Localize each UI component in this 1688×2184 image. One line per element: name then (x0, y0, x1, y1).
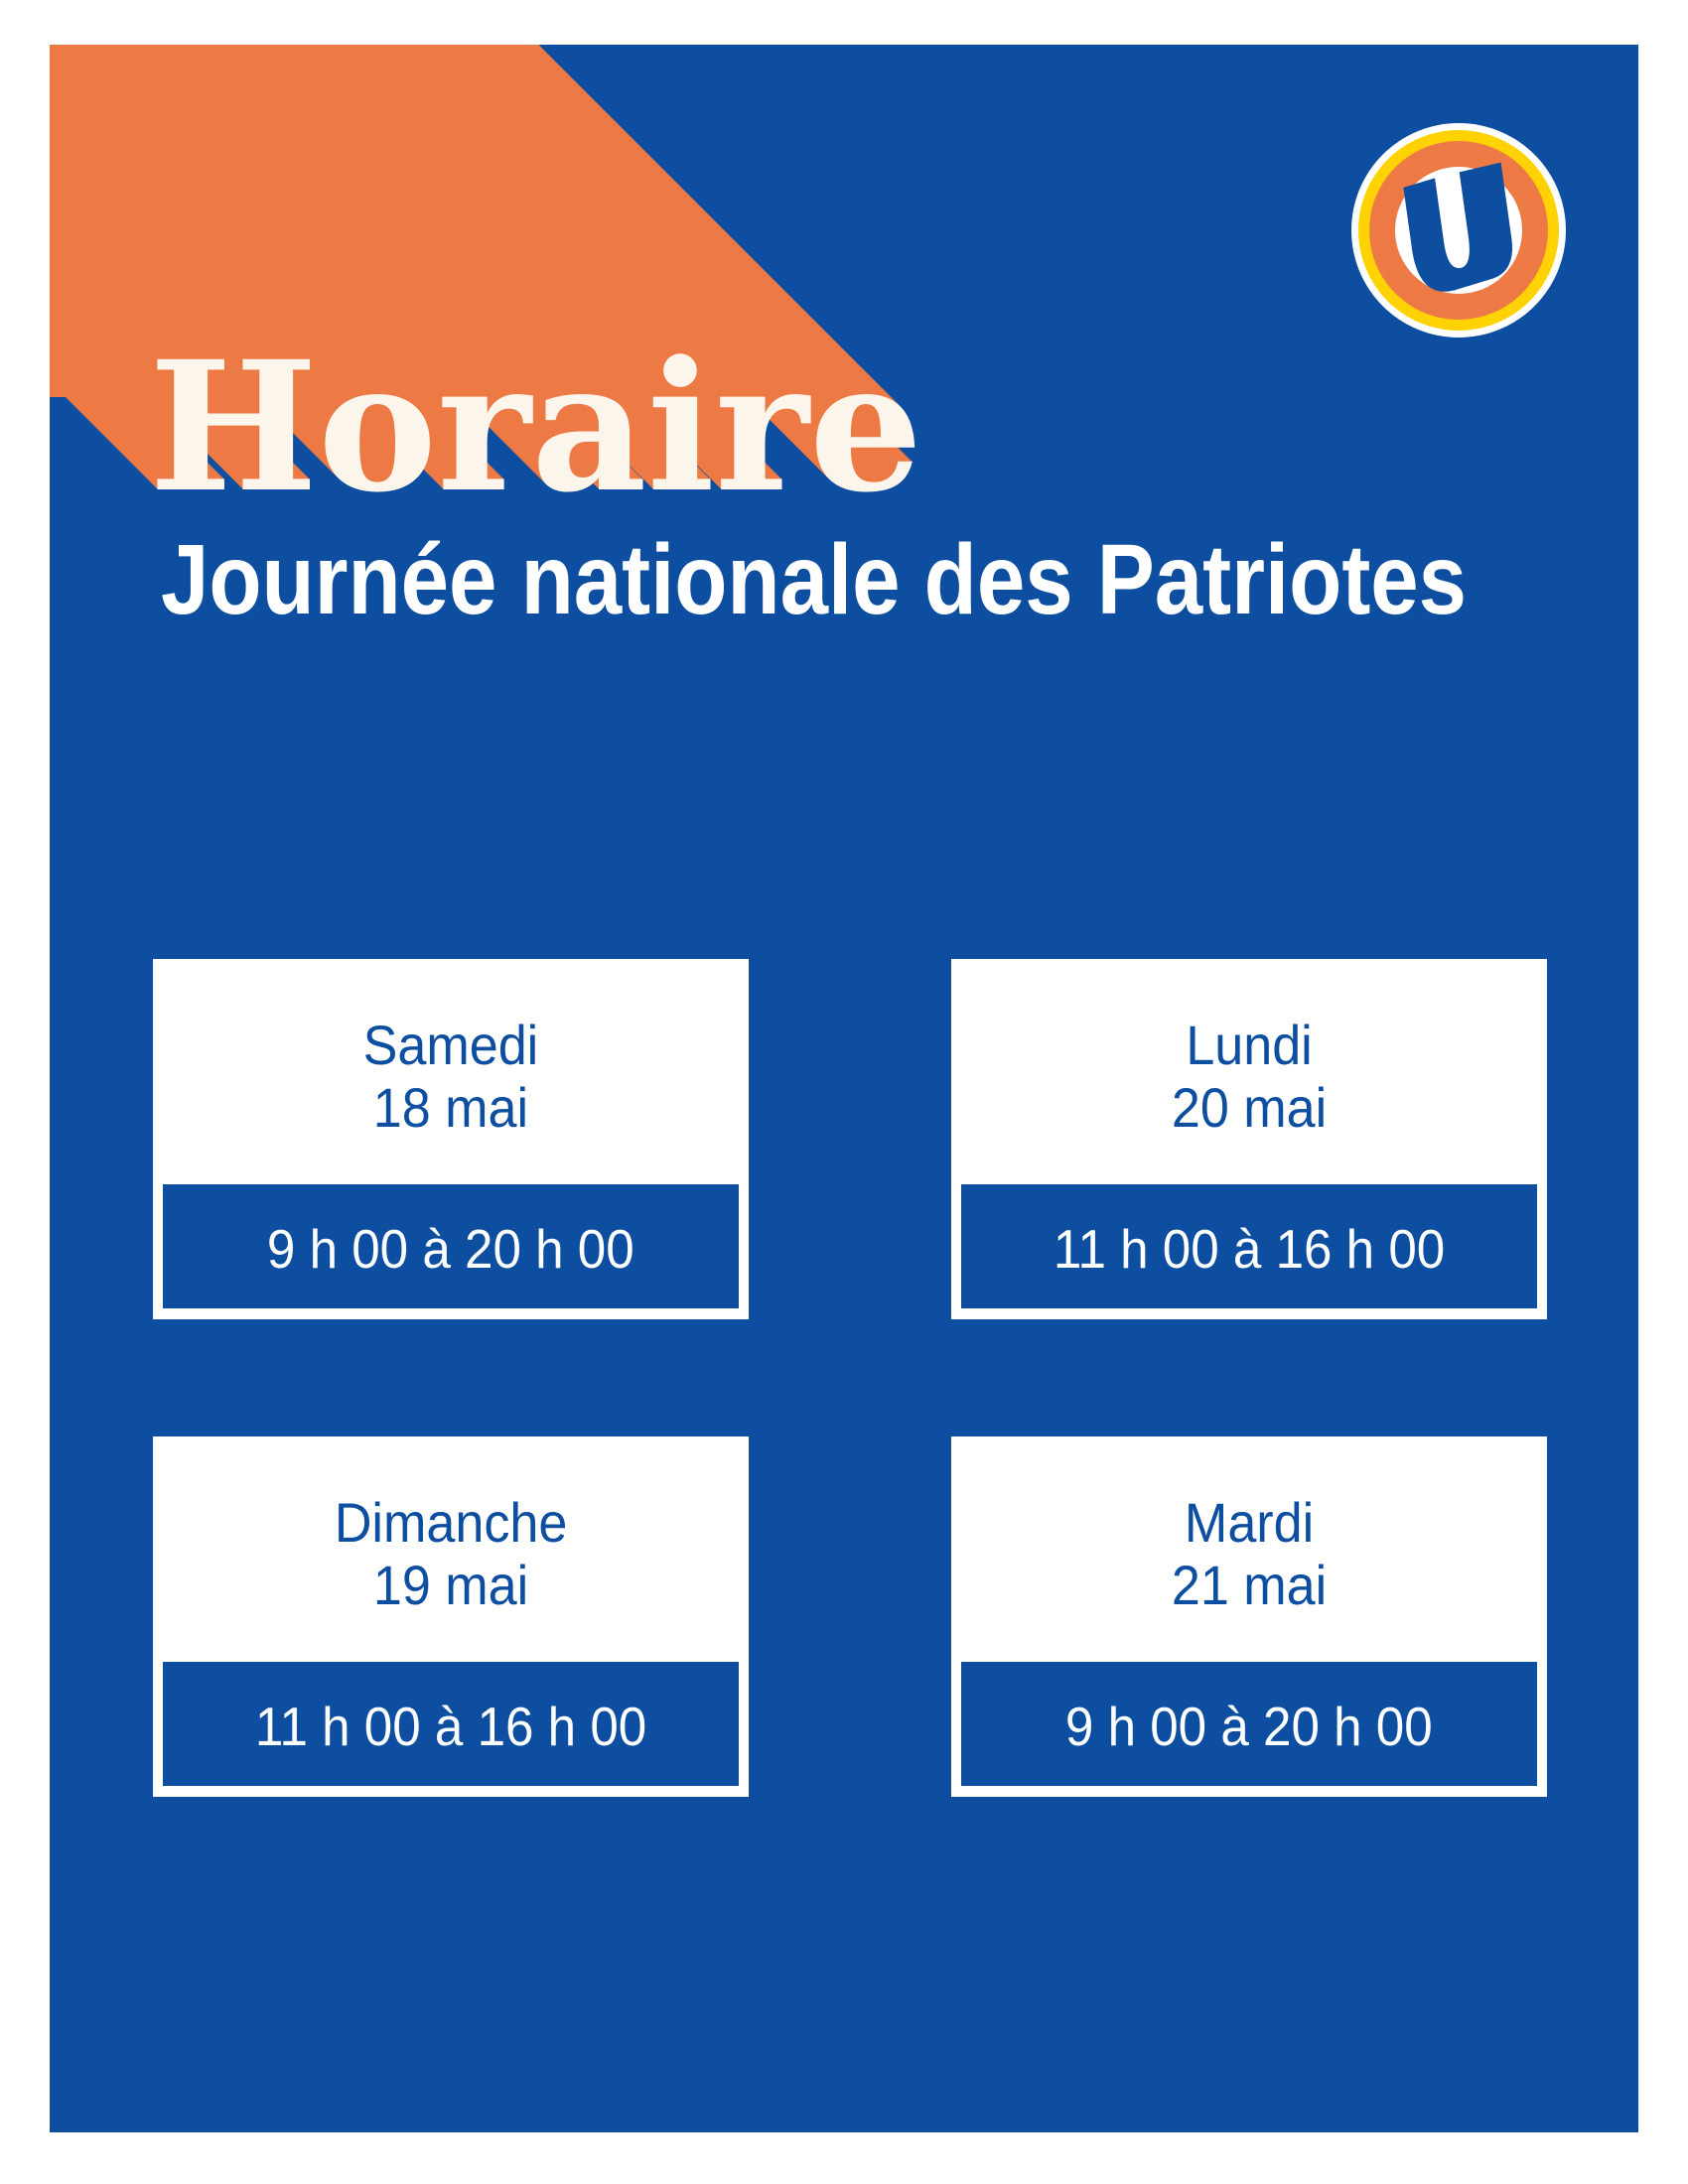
day-date: 18 mai (372, 1075, 529, 1139)
day-name: Dimanche (334, 1490, 568, 1554)
schedule-card-mardi (951, 1436, 1547, 1797)
day-label (1172, 1491, 1327, 1616)
day-date: 21 mai (1171, 1553, 1328, 1616)
hours-bar (961, 1662, 1537, 1786)
logo-letter-u-icon (1390, 160, 1527, 301)
day-label-area (951, 959, 1547, 1184)
hours-text: 11 h 00 à 16 h 00 (1053, 1218, 1446, 1280)
day-date: 20 mai (1171, 1075, 1328, 1139)
day-name: Lundi (1186, 1013, 1313, 1076)
schedule-card-samedi (153, 959, 749, 1319)
day-label-area (153, 959, 749, 1184)
page-title: Horaire (149, 323, 923, 532)
hours-text: 11 h 00 à 16 h 00 (254, 1696, 647, 1757)
day-label-area (951, 1436, 1547, 1662)
hours-text: 9 h 00 à 20 h 00 (1065, 1696, 1433, 1757)
day-label (363, 1014, 539, 1139)
hours-bar (961, 1184, 1537, 1308)
hours-text: 9 h 00 à 20 h 00 (267, 1218, 634, 1280)
day-date: 19 mai (372, 1553, 529, 1616)
hours-bar (163, 1662, 739, 1786)
schedule-card-lundi (951, 959, 1547, 1319)
day-label (1172, 1014, 1327, 1139)
schedule-card-dimanche (153, 1436, 749, 1797)
logo-white-disc (1395, 167, 1522, 294)
day-name: Samedi (362, 1013, 539, 1076)
hours-bar (163, 1184, 739, 1308)
day-label-area (153, 1436, 749, 1662)
day-label (335, 1491, 567, 1616)
page-subtitle: Journée nationale des Patriotes (161, 524, 1468, 635)
poster-panel (50, 45, 1638, 2132)
logo-yellow-ring (1358, 130, 1559, 331)
day-name: Mardi (1184, 1490, 1315, 1554)
logo-orange-ring (1369, 141, 1548, 320)
brand-logo-icon (1351, 123, 1566, 338)
